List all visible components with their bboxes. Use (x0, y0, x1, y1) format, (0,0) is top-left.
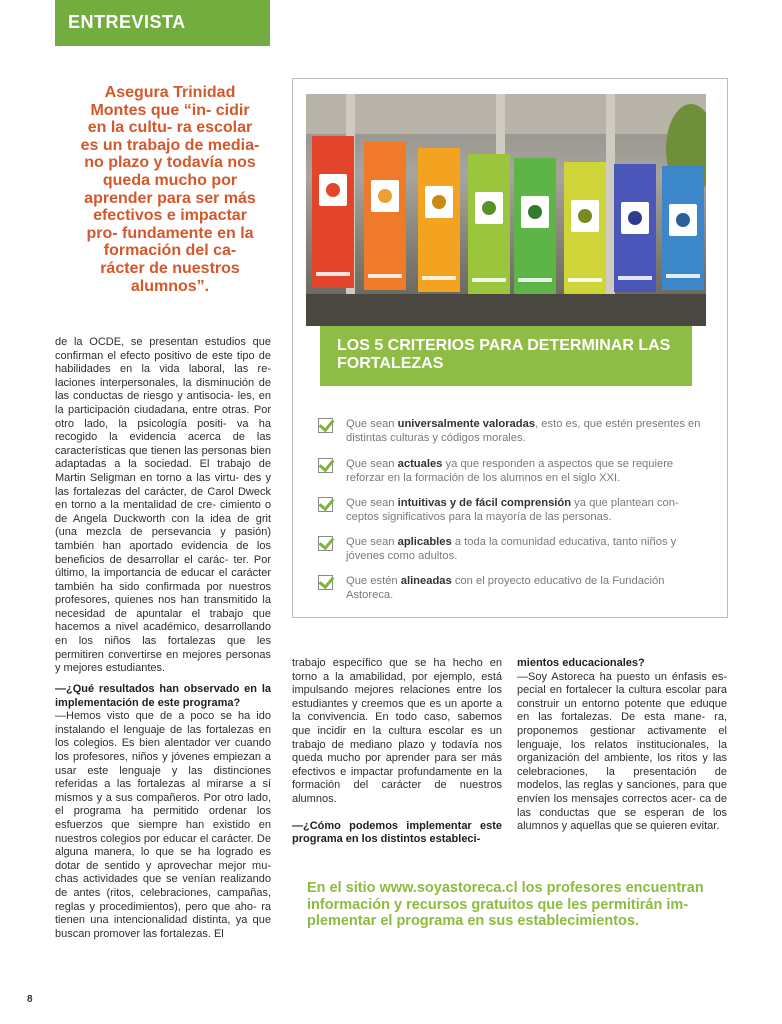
flag-symbol-icon (475, 192, 503, 224)
banners-photo (306, 94, 706, 326)
interview-question-end: mientos educacionales? (517, 657, 645, 669)
checkbox-check-icon (318, 418, 333, 433)
flag-logo (568, 278, 602, 282)
checkbox-check-icon (318, 575, 333, 590)
column-1 (55, 336, 271, 676)
column-1-qa (55, 683, 271, 941)
flag-symbol-icon (371, 180, 399, 212)
interview-answer: —Soy Astoreca ha puesto un énfasis es- pecial en fortalecer la cultura escolar para construir un entorno potente que eduque en las fortalezas. De esta mane- ra, proponemos gestionar activamente el lenguaje, los relatos institucionales, la organización del ambiente, los ritos y las celebraciones, la presentación de modelos, las reglas y sanciones, para que envíen los mensajes correctos acer- ca de las conductas que se esperan de los alumnos y aquellas que se quieren evitar. (517, 670, 727, 833)
flag-logo (472, 278, 506, 282)
flag-banner (468, 154, 510, 294)
column-3 (517, 657, 727, 834)
flag-symbol-icon (621, 202, 649, 234)
criteria-text: Que sean intuitivas y de fácil comprensión ya que plantean con- ceptos significativos para la mayoría de las personas. (346, 497, 679, 523)
criteria-text: Que sean actuales ya que responden a aspectos que se requiere reforzar en la formación de los alumnos en el siglo XXI. (346, 458, 674, 484)
interview-question: —¿Qué resultados han observado en la implementación de este programa? (55, 683, 271, 709)
pull-quote: Asegura Trinidad Montes que “in- cidir en la cultu- ra escolar es un trabajo de media- no plazo y todavía nos queda mucho por aprender para ser más efectivos e impactar pro- fundamente en la formación del ca- rácter de nuestros alumnos”. (80, 84, 260, 295)
flag-logo (666, 274, 700, 278)
flag-symbol-icon (425, 186, 453, 218)
criteria-text: Que sean universalmente valoradas, esto es, que estén presentes en distintas culturas y códigos morales. (346, 418, 701, 444)
page-number: 8 (27, 994, 33, 1005)
flag-logo (422, 276, 456, 280)
interview-question: —¿Cómo podemos implementar este programa en los distintos estableci- (292, 819, 502, 846)
flag-logo (518, 278, 552, 282)
flag-logo (316, 272, 350, 276)
flag-banner (418, 148, 460, 292)
column-2 (292, 657, 502, 847)
section-tag: ENTREVISTA (55, 0, 270, 46)
checkbox-check-icon (318, 458, 333, 473)
flag-symbol-icon (319, 174, 347, 206)
criteria-text: Que sean aplicables a toda la comunidad educativa, tanto niños y jóvenes como adultos. (346, 536, 677, 562)
flag-symbol-icon (521, 196, 549, 228)
flag-logo (618, 276, 652, 280)
criteria-heading: LOS 5 CRITERIOS PARA DETERMINAR LAS FORTALEZAS (320, 326, 692, 386)
flag-symbol-icon (669, 204, 697, 236)
website-callout: En el sitio www.soyastoreca.cl los profesores encuentran información y recursos gratuitos que les permitirán im- plementar el programa en sus establecimientos. (307, 880, 704, 930)
flag-banner (514, 158, 556, 294)
flag-symbol-icon (571, 200, 599, 232)
flag-banner (614, 164, 656, 292)
criteria-text: Que estén alineadas con el proyecto educativo de la Fundación Astoreca. (346, 575, 665, 601)
flag-banner (662, 166, 704, 290)
body-paragraph: de la OCDE, se presentan estudios que confirman el efecto positivo de este tipo de habilidades en la vida laboral, las re- laciones interpersonales, la disminución de las conductas de riesgo y antisocia- les, en la participación ciudadana, entre otras. Por otro lado, la psicología positi- va ha recogido la evidencia acerca de las características que tienen las personas bien adaptadas a la sociedad. El trabajo de Martin Seligman en torno a las virtu- des y las fortalezas del carácter, de Carol Dweck en torno a la mentalidad de cre- cimiento o de Angela Duckworth con la idea de grit (una mezcla de persevancia y pasión) también han aportado evidencia de los beneficios de desarrollar el carác- ter. Por último, la importancia de educar el carácter también ha sido confirmada por nuestros profesores, quienes nos han transmitido la necesidad de apuntalar el trabajo que hacemos a nivel académico, desarrollando en los niños las fortalezas que les permitiren convertirse en mejores personas y mejores estudiantes. (55, 336, 271, 675)
flag-banner (312, 136, 354, 288)
flag-banner (364, 142, 406, 290)
checkbox-check-icon (318, 536, 333, 551)
flag-logo (368, 274, 402, 278)
flag-banner (564, 162, 606, 294)
interview-answer: —Hemos visto que de a poco se ha ido instalando el lenguaje de las fortalezas en los colegios. Es bien alentador ver cuando los profesores, niños y jóvenes empiezan a usar este lenguaje y las distinciones referidas a las fortalezas al mirarse a sí mismos y a sus compañeros. Por otro lado, el programa ha permitido ordenar los esfuerzos que siempre han existido en nuestros colegios por educar el carácter. De alguna manera, lo que se ha logrado es dotar de sentido y aprovechar mejor mu- chas actividades que se venían realizando de antes (ritos, celebraciones, campañas, reglas y procedimientos), pero que aho- ra tienen una intencionalidad distinta, ya que buscan promover las fortalezas. El (55, 710, 271, 940)
body-paragraph: trabajo específico que se ha hecho en torno a la amabilidad, por ejemplo, está impulsando mejores relaciones entre los estudiantes y creemos que es un aporte a la convivencia. En todo caso, sabemos que incidir en la cultura escolar es un trabajo de mediano plazo y todavía nos queda mucho por aprender para ser más efectivos e impactar profundamente en la formación del carácter de nuestros alumnos. (292, 657, 502, 805)
checkbox-check-icon (318, 497, 333, 512)
